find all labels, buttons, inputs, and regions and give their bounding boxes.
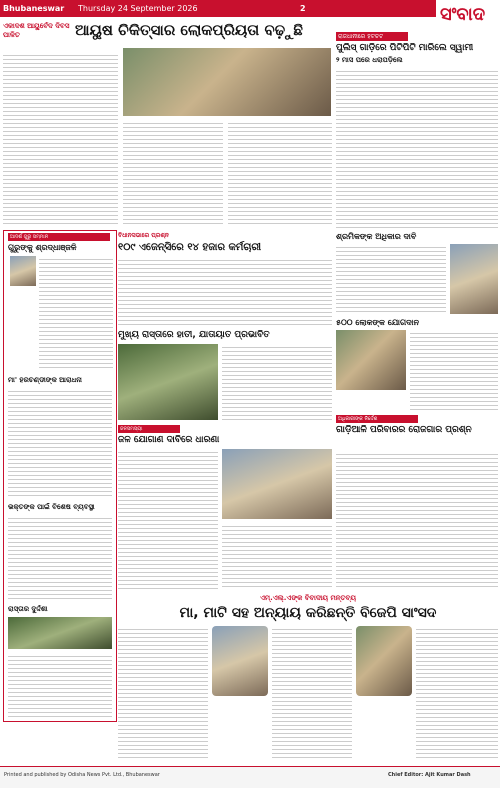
bottom-body-2 [272,626,352,760]
bottom-kicker: ଏମ୍.ଏଲ୍.ଏଙ୍କ ବିବାଦୀୟ ମନ୍ତବ୍ୟ [259,594,357,602]
right-mid-headline: ଶ୍ରମିକଙ୍କ ଅଧିକାର ଦାବି [336,232,417,241]
mid-story-body [118,257,332,327]
bottom-body-3 [416,626,498,760]
right-lower-headline: ଗାଡ଼ିଆଳି ପରିବାରର ରୋଜଗାର ପ୍ରଶ୍ନ [336,425,472,435]
left-col-headline: ଗୁରୁଙ୍କୁ ଶ୍ରଦ୍ଧାଞ୍ଜଳି [8,243,77,252]
left-col-portrait [10,256,36,286]
right-mid-photo2 [336,330,406,390]
elephant-story [118,330,332,422]
right-mid-body [336,244,446,314]
left-col-label: ଆଦର୍ଶ ଗୁରୁ ସମ୍ମାନ [8,233,110,241]
masthead-bar [0,0,500,17]
right-lower-story [336,415,498,590]
elephant-photo [118,344,218,420]
city-label: Bhubaneswar [3,4,65,13]
mid-story-label: ବିଧାନସଭାରେ ପ୍ରଶ୍ନ [118,232,169,239]
protest-photo [222,449,332,519]
top-story-headline: ଆୟୁଷ ଚିକିତ୍ସାର ଲୋକପ୍ରିୟତା ବଢ଼ୁଛି [75,21,303,39]
bottom-story [118,594,498,762]
left-col-body-2 [8,388,112,498]
right-top-headline: ପୁଲିସ୍ ଗାଡ଼ିରେ ପିଟିପିଟି ମାରିଲେ ସ୍ୱାମୀ [336,43,474,53]
bottom-portrait-1 [212,626,268,696]
right-top-sub: ୨ ମାସ ପରେ ଧରାପଡ଼ିଲେ [336,56,403,64]
right-top-story [336,32,498,228]
left-column [3,230,117,722]
left-col-body-4 [8,653,112,717]
right-lower-body [336,451,498,589]
footer-imprint: Printed and published by Odisha News Pvt. Ltd., Bhubaneswar [4,772,160,778]
bottom-headline: ମା, ମାଟି ସହ ଅନ୍ୟାୟ କରିଛନ୍ତି ବିଜେପି ସାଂସଦ [179,605,437,621]
page-number: 2 [300,4,306,13]
protest-body [118,449,218,589]
top-story [3,20,333,228]
bottom-body-1 [118,626,208,760]
top-story-body-3 [228,120,332,227]
protest-headline: ଜଳ ଯୋଗାଣ ଦାବିରେ ଧାରଣା [118,435,220,445]
left-col-body-3 [8,515,112,600]
brand-logo: ସଂବାଦ [436,0,500,30]
top-story-kicker: ଏକାଦଶ ଆୟୁର୍ବେଦ ଦିବସ ପାଳିତ [3,22,70,39]
elephant-headline: ମୁଖ୍ୟ ରାସ୍ତାରେ ହାତୀ, ଯାତାୟାତ ପ୍ରଭାବିତ [118,330,270,340]
mid-story [118,232,332,327]
left-col-story3: ଭକ୍ତଙ୍କ ପାଇଁ ବିଶେଷ ବ୍ୟବସ୍ଥା [8,503,95,511]
date-label: Thursday 24 September 2026 [78,4,198,13]
right-mid-story [336,232,498,412]
left-col-body-1 [39,256,113,371]
protest-story [118,425,332,590]
right-mid-headline2: ୫୦୦ ଲୋକଙ୍କ ଯୋଗଦାନ [336,318,419,327]
left-col-story2: ମା' ହରଚଣ୍ଡୀଙ୍କ ଆରାଧନା [8,376,82,384]
elephant-body [222,344,332,420]
footer-editor: Chief Editor: Ajit Kumar Dash [388,772,471,778]
right-lower-label: ଅଧିକାରୀଙ୍କ ନିର୍ଦ୍ଦେଶ [336,415,418,423]
top-story-body-2 [123,120,223,227]
right-top-body [336,68,498,228]
right-mid-body2 [410,330,498,410]
bottom-portrait-2 [356,626,412,696]
mid-story-headline: ୧୦୯ ଏଜେନ୍ସିରେ ୧୪ ହଜାର କର୍ମଚାରୀ [118,242,262,253]
right-top-label: ରାଜଧାନୀରେ ହଟଚଟ [336,32,408,41]
protest-body2 [222,523,332,589]
protest-label: ଜନସମସ୍ୟା [118,425,180,433]
right-mid-photo [450,244,498,314]
top-story-photo [123,48,331,116]
top-story-body-1 [3,52,118,227]
footer [0,766,500,788]
left-col-photo [8,617,112,649]
left-col-story4: ରାସ୍ତାର ଦୁର୍ଦ୍ଦଶା [8,605,48,613]
